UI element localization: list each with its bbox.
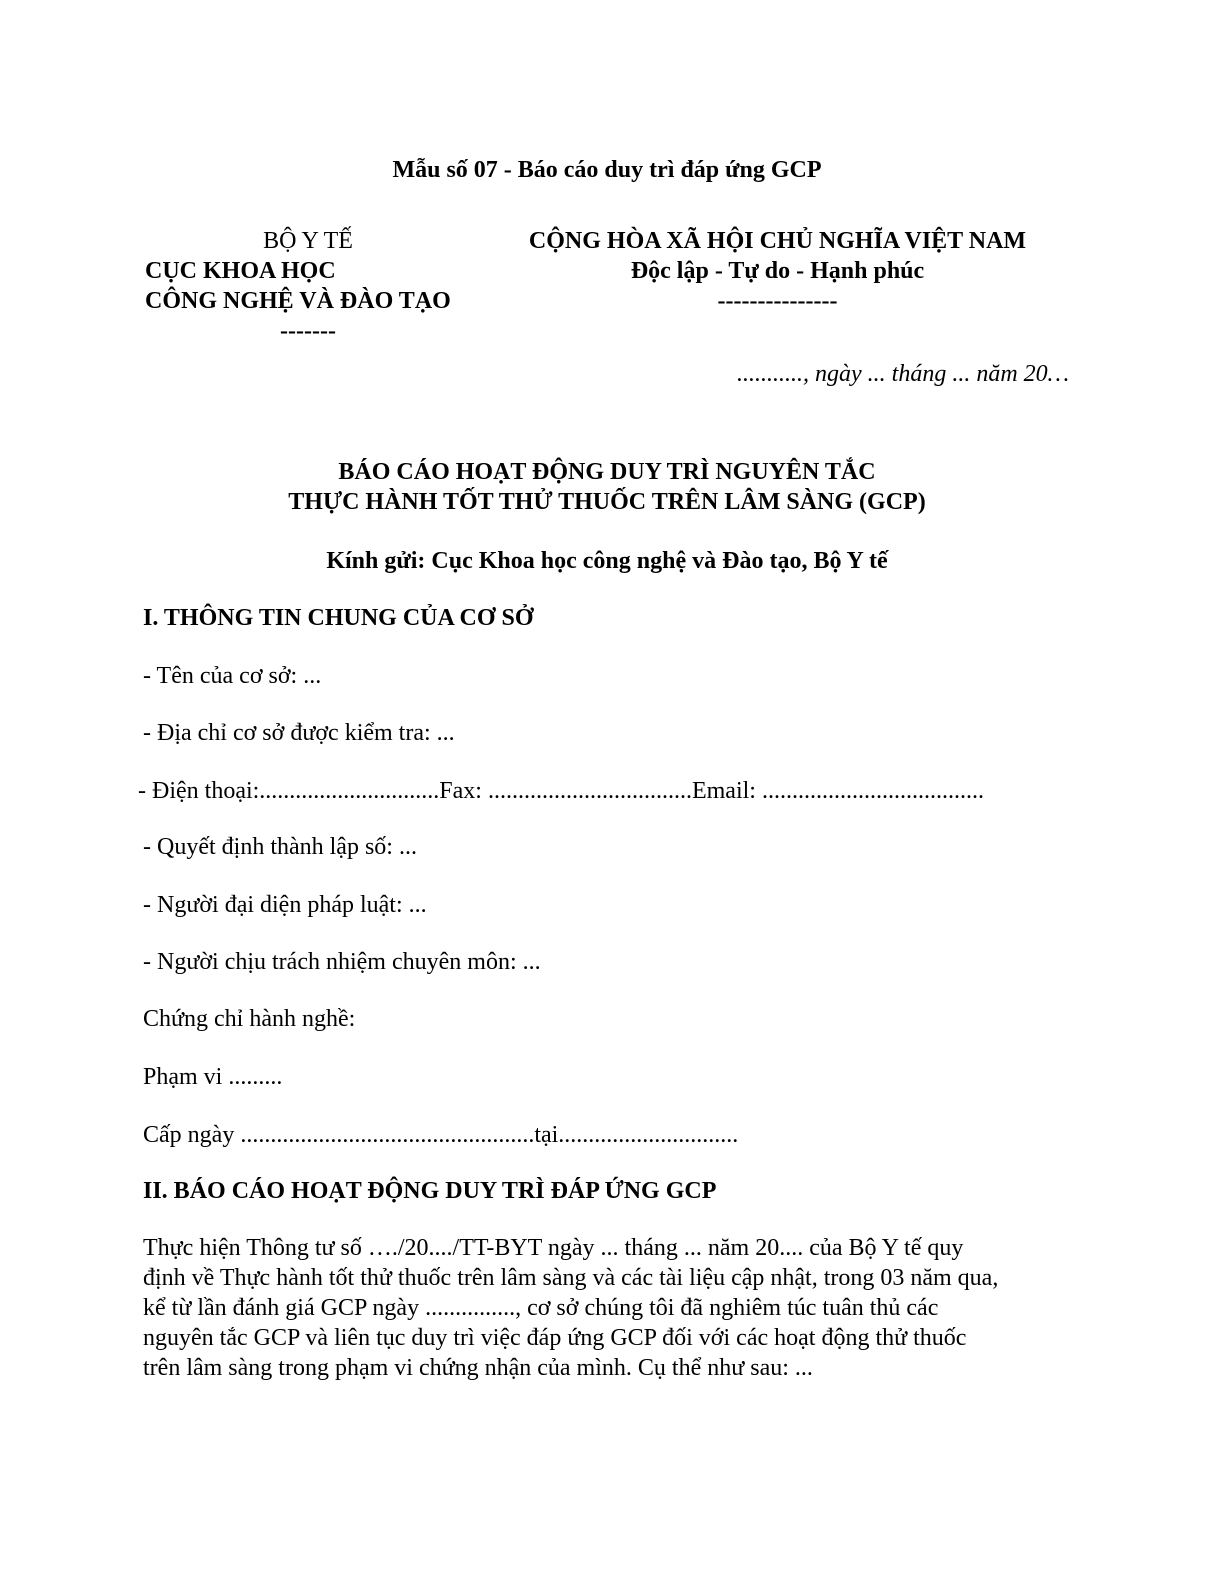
field-address: - Địa chỉ cơ sở được kiểm tra: ... — [143, 720, 455, 746]
header-right-separator: --------------- — [717, 288, 838, 314]
recipient-line: Kính gửi: Cục Khoa học công nghệ và Đào tạo, Bộ Y tế — [326, 548, 888, 574]
report-title-line1: BÁO CÁO HOẠT ĐỘNG DUY TRÌ NGUYÊN TẮC — [338, 459, 876, 485]
department-name-line1: CỤC KHOA HỌC — [145, 258, 336, 284]
date-line: ..........., ngày ... tháng ... năm 20… — [737, 361, 1069, 387]
field-professional-responsible: - Người chịu trách nhiệm chuyên môn: ... — [143, 949, 541, 975]
paragraph-line: Thực hiện Thông tư số …./20..../TT-BYT ngày ... tháng ... năm 20.... của Bộ Y tế quy — [143, 1235, 964, 1261]
section2-heading: II. BÁO CÁO HOẠT ĐỘNG DUY TRÌ ĐÁP ỨNG GCP — [143, 1178, 717, 1204]
national-motto: Độc lập - Tự do - Hạnh phúc — [630, 258, 925, 284]
field-practice-certificate: Chứng chỉ hành nghề: — [143, 1006, 356, 1032]
report-title-line2: THỰC HÀNH TỐT THỬ THUỐC TRÊN LÂM SÀNG (GCP) — [288, 489, 926, 515]
section2-paragraph — [143, 1233, 1083, 1383]
field-issue-date: Cấp ngày .................................................tại.............................. — [143, 1122, 739, 1148]
field-scope: Phạm vi ......... — [143, 1064, 283, 1090]
section1-heading: I. THÔNG TIN CHUNG CỦA CƠ SỞ — [143, 605, 534, 631]
paragraph-line: nguyên tắc GCP và liên tục duy trì việc đáp ứng GCP đối với các hoạt động thử thuốc — [143, 1325, 967, 1351]
paragraph-line: kể từ lần đánh giá GCP ngày ..............., cơ sở chúng tôi đã nghiêm túc tuân thủ các — [143, 1295, 939, 1321]
paragraph-line: định về Thực hành tốt thử thuốc trên lâm sàng và các tài liệu cập nhật, trong 03 năm qua, — [143, 1265, 999, 1291]
form-title: Mẫu số 07 - Báo cáo duy trì đáp ứng GCP — [392, 157, 822, 183]
country-name: CỘNG HÒA XÃ HỘI CHỦ NGHĨA VIỆT NAM — [528, 228, 1027, 254]
ministry-name: BỘ Y TẾ — [263, 228, 353, 254]
field-legal-representative: - Người đại diện pháp luật: ... — [143, 892, 427, 918]
paragraph-line: trên lâm sàng trong phạm vi chứng nhận của mình. Cụ thể như sau: ... — [143, 1355, 813, 1381]
header-left-separator: ------- — [280, 318, 336, 344]
field-establishment-decision: - Quyết định thành lập số: ... — [143, 834, 417, 860]
department-name-line2: CÔNG NGHỆ VÀ ĐÀO TẠO — [145, 288, 451, 314]
field-contact: - Điện thoại:..............................Fax: ..................................Email: ..................................... — [138, 778, 984, 804]
field-facility-name: - Tên của cơ sở: ... — [143, 663, 322, 689]
